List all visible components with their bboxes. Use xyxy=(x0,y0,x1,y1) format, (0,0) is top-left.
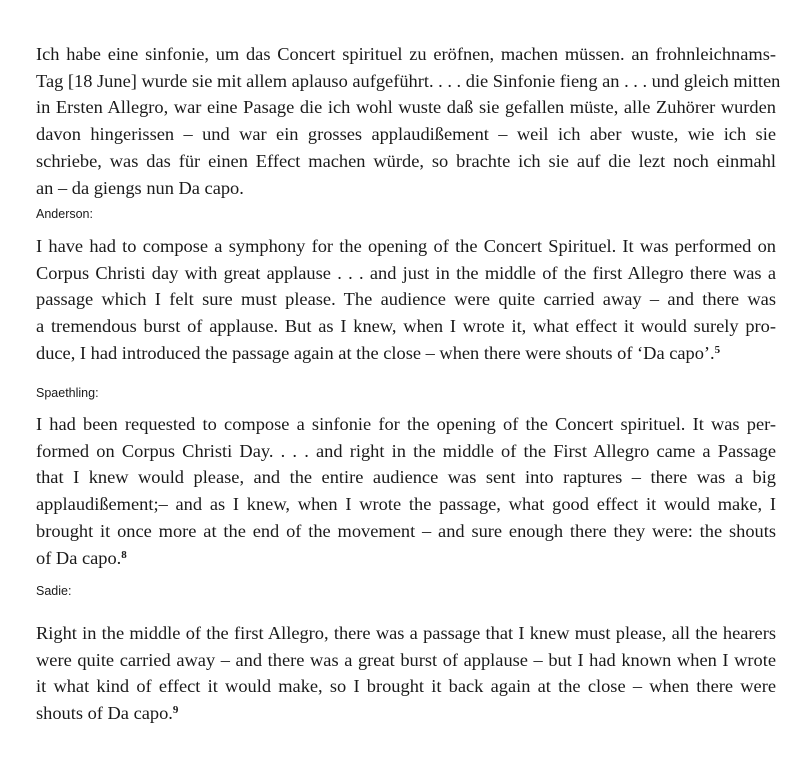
text-line: were quite carried away – and there was a great burst of applause – but I had known when I wrote xyxy=(36,649,776,670)
sadie-label: Sadie: xyxy=(36,584,72,598)
text-line: Ich habe eine sinfonie, um das Concert spirituel zu eröfnen, machen müssen. an frohnleichnams- xyxy=(36,44,776,64)
text-line: brought it once more at the end of the movement – and sure enough there they were: the shouts xyxy=(36,520,776,541)
text-line: I had been requested to compose a sinfonie for the opening of the Concert spirituel. It was per- xyxy=(36,414,776,434)
spaethling-label: Spaethling: xyxy=(36,386,99,400)
footnote-marker: 8 xyxy=(121,548,127,561)
text-line-content: of Da capo. xyxy=(36,547,122,568)
anderson-translation xyxy=(36,233,776,367)
anderson-label: Anderson: xyxy=(36,207,93,221)
footnote-marker: 5 xyxy=(714,343,721,356)
text-line: formed on Corpus Christi Day. . . . and right in the middle of the First Allegro came a Passage xyxy=(36,440,776,461)
text-line-content: shouts of Da capo. xyxy=(36,703,173,724)
text-line-content: duce, I had introduced the passage again at the close – when there were shouts of ‘Da capo’. xyxy=(36,342,715,363)
text-line xyxy=(36,340,776,367)
text-line: it what kind of effect it would make, so I brought it back again at the close – when there were xyxy=(36,676,776,697)
original-german-quote xyxy=(36,41,781,201)
text-line xyxy=(36,545,776,572)
text-line: an – da giengs nun Da capo. xyxy=(36,177,244,198)
text-line: in Ersten Allegro, war eine Pasage die ich wohl wuste daß sie gefallen müste, alle Zuhörer wurden xyxy=(36,97,776,118)
sadie-translation xyxy=(36,620,776,727)
text-line: a tremendous burst of applause. But as I knew, when I wrote it, what effect it would surely pro- xyxy=(36,316,776,337)
footnote-marker: 9 xyxy=(172,704,179,717)
text-line: schriebe, was das für einen Effect machen würde, so brachte ich sie auf die lezt noch einmahl xyxy=(36,150,776,171)
text-line: davon hingerissen – und war ein grosses applaudißement – weil ich aber wuste, wie ich sie xyxy=(36,124,776,145)
text-line: Corpus Christi day with great applause . . . and just in the middle of the first Allegro there was a xyxy=(36,262,776,283)
text-line: passage which I felt sure must please. The audience were quite carried away – and there was xyxy=(36,289,776,310)
text-line: that I knew would please, and the entire audience was sent into raptures – there was a big xyxy=(36,467,776,488)
text-line xyxy=(36,700,776,727)
spaethling-translation xyxy=(36,411,776,571)
text-line: Tag [18 June] wurde sie mit allem aplauso aufgeführt. . . . die Sinfonie fieng an . . . und gleich mitten xyxy=(36,70,781,91)
text-line: applaudißement;– and as I knew, when I wrote the passage, what good effect it would make, I xyxy=(36,494,776,515)
text-line: I have had to compose a symphony for the opening of the Concert Spirituel. It was performed on xyxy=(36,236,776,256)
text-line: Right in the middle of the first Allegro, there was a passage that I knew must please, all the hearers xyxy=(36,623,776,643)
